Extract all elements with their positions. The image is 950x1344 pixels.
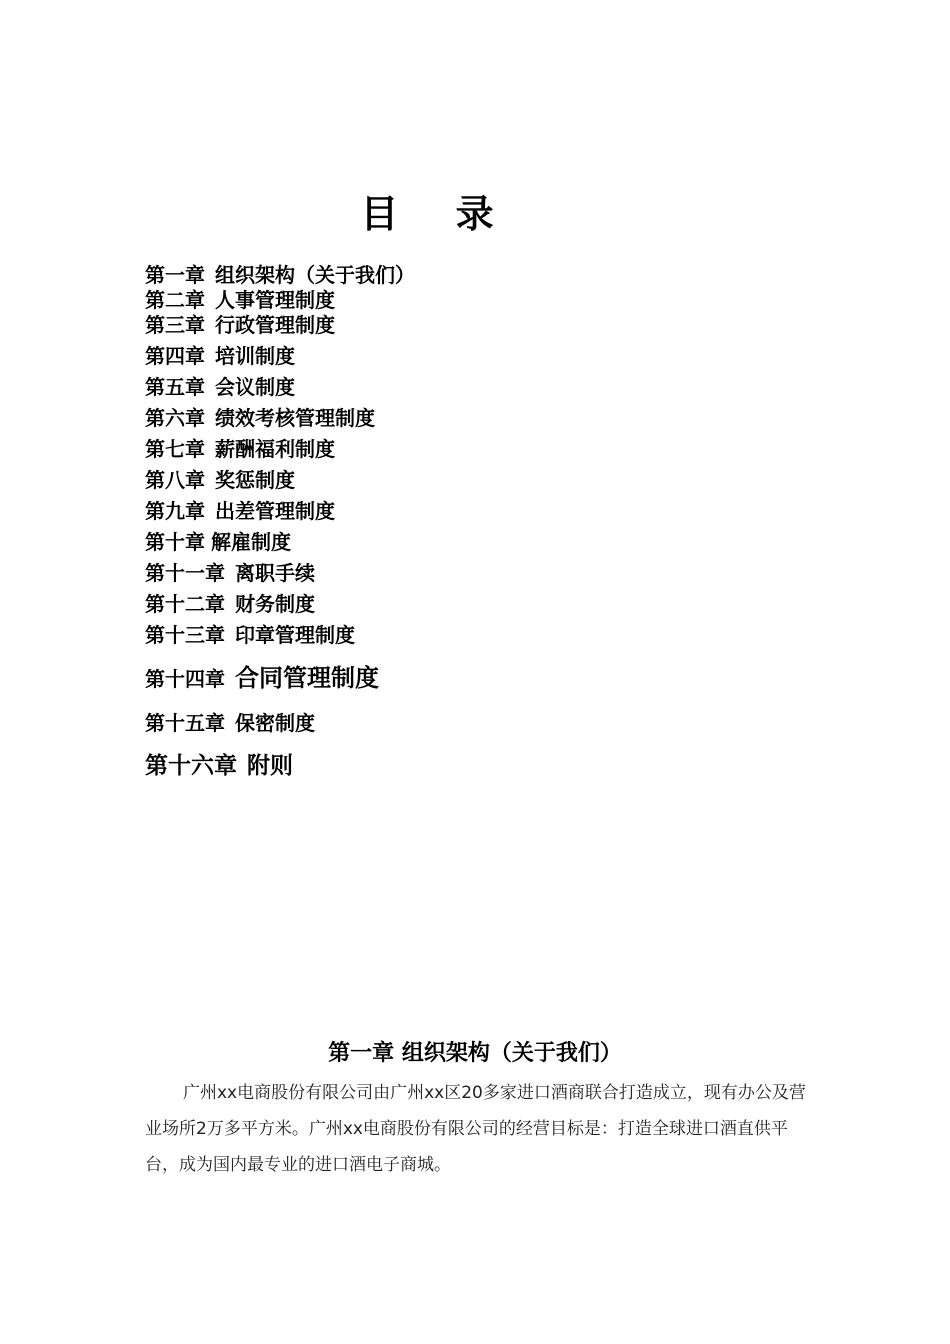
toc-item-11 (145, 561, 315, 585)
toc-item-10 (145, 530, 291, 554)
toc-item-name: 出差管理制度 (215, 499, 335, 523)
toc-item-number: 第十五章 (145, 711, 225, 735)
toc-item-number: 第一章 (145, 263, 205, 287)
toc-item-name: 解雇制度 (211, 530, 291, 554)
chapter-heading: 第一章 组织架构（关于我们） (328, 1041, 622, 1066)
toc-item-name: 奖惩制度 (215, 468, 295, 492)
toc-item-number: 第七章 (145, 437, 205, 461)
toc-item-number: 第十六章 (145, 753, 237, 779)
toc-item-name: 绩效考核管理制度 (215, 406, 375, 430)
toc-item-name: 印章管理制度 (235, 623, 355, 647)
toc-item-name: 行政管理制度 (215, 313, 335, 337)
toc-item-3 (145, 313, 335, 337)
toc-item-name: 合同管理制度 (235, 664, 379, 692)
toc-item-4 (145, 344, 295, 368)
toc-item-number: 第二章 (145, 288, 205, 312)
toc-item-name: 薪酬福利制度 (215, 437, 335, 461)
toc-item-6 (145, 406, 375, 430)
toc-item-name: 组织架构（关于我们） (215, 263, 415, 287)
toc-item-number: 第三章 (145, 313, 205, 337)
toc-item-number: 第十三章 (145, 623, 225, 647)
toc-item-number: 第五章 (145, 375, 205, 399)
toc-item-number: 第十四章 (145, 667, 225, 691)
toc-item-14 (145, 666, 379, 691)
toc-item-number: 第六章 (145, 406, 205, 430)
toc-item-16 (145, 754, 293, 778)
toc-item-number: 第四章 (145, 344, 205, 368)
toc-item-name: 培训制度 (215, 344, 295, 368)
toc-item-12 (145, 592, 315, 616)
toc-item-number: 第九章 (145, 499, 205, 523)
chapter-body-paragraph: 广州xx电商股份有限公司由广州xx区20多家进口酒商联合打造成立，现有办公及营业场所2万多平方米。广州xx电商股份有限公司的经营目标是：打造全球进口酒直供平台，成为国内最专业的进口酒电子商城。 (145, 1083, 806, 1175)
toc-item-13 (145, 623, 355, 647)
toc-item-name: 财务制度 (235, 592, 315, 616)
toc-item-name: 离职手续 (235, 561, 315, 585)
toc-item-number: 第八章 (145, 468, 205, 492)
toc-item-name: 附则 (247, 753, 293, 779)
toc-title: 目 录 (360, 192, 516, 236)
toc-item-5 (145, 375, 295, 399)
toc-item-name: 人事管理制度 (215, 288, 335, 312)
toc-item-9 (145, 499, 335, 523)
toc-item-name: 保密制度 (235, 711, 315, 735)
toc-item-15 (145, 711, 315, 735)
toc-item-number: 第十章 (145, 530, 205, 554)
toc-item-8 (145, 468, 295, 492)
toc-item-1 (145, 263, 415, 287)
toc-item-number: 第十二章 (145, 592, 225, 616)
toc-item-number: 第十一章 (145, 561, 225, 585)
toc-item-name: 会议制度 (215, 375, 295, 399)
toc-item-2 (145, 288, 335, 312)
toc-item-7 (145, 437, 335, 461)
